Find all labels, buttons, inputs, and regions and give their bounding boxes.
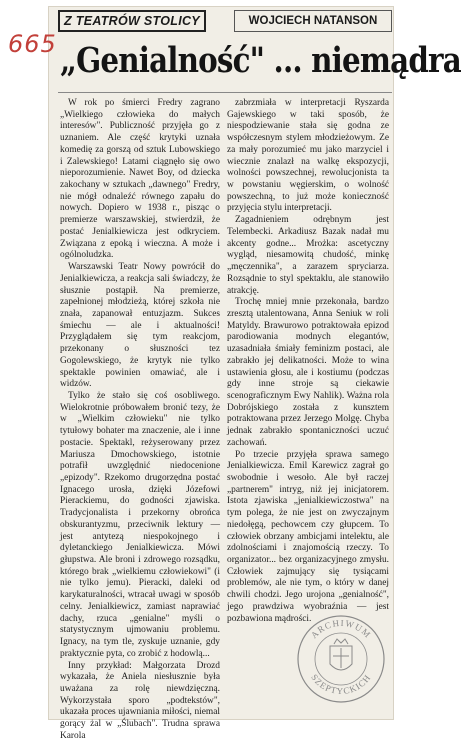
title-divider	[58, 92, 392, 93]
paragraph: W rok po śmierci Fredry zagrano „Wielkiego człowieka do małych interesów". Publiczność przyjęła go z uznaniem. Ale część krytyki uznała komedię za gorszą od sztuk Lubowskiego i Zalewskiego! Latami ciągnęło się owo nieporozumienie. Nawet Boy, od dziecka zakochany w sztukach „dawnego" Fredry, nie mógł odnaleźć równego zapału do nowych. Dopiero w 1938 r., pisząc o premierze warszawskiej, stwierdził, że postać Jenialkiewicza jest odkryciem. Związana z epoką i wieczna. A może i ogólnoludzka.	[60, 98, 220, 261]
paragraph: zabrzmiała w interpretacji Ryszarda Gajewskiego w taki sposób, że niespodziewanie stała się godna ze współczesnym stylem młodzieżowym. Ze za mały porozumieć mu jako marzyciel i wiecznie znalazł na walkę ekspozycji, wolności powszechnej, rewolucjonista ta w powstaniu węgierskim, o wolność powszechną, to już może konieczność przyjęcia stylu interpretacji.	[227, 98, 389, 214]
paragraph: Po trzecie przyjęła sprawa samego Jenialkiewicza. Emil Karewicz zagrał go swobodnie i wesoło. Ale był raczej „partnerem" intryg, niż jej inicjatorem. Istota zjawiska „jenialkiewiczostwa" na tym polega, że nie jest on zwyczajnym niedołęgą, pechowcem czy głupcem. To człowiek obrzany ambicjami intelektu, ale zdolnościami i znajomością rzeczy. To organizator... bez organizacyjnego zmysłu. Człowiek zajmujący się tysiącami problemów, ale nie tym, o który w danej chwili chodzi. Jego urojona „genialność", jego prawdziwa wyobraźnia — jest pozbawiona mądrości.	[227, 449, 389, 624]
stamp-ring-text-bottom: SZEPTYCKICH	[309, 672, 373, 697]
paragraph: Warszawski Teatr Nowy powrócił do Jenialkiewicza, a reakcja sali świadczy, że słusznie postąpił. Na premierze, zapełnionej młodzieżą, której szkoła nie znała, zapanował entuzjazm. Sukces śmiechu — ale i aktualności! Przyglądałem się tym reakcjom, przekonany o słuszności tez Gogolewskiego, że krytyk nie tylko spektakle powinien omawiać, ale i widzów.	[60, 262, 220, 390]
coat-of-arms-icon	[330, 639, 352, 670]
article-column-left	[60, 98, 220, 743]
paragraph: Tylko że stało się coś osobliwego. Wielokrotnie próbowałem bronić tezy, że w „Wielkim człowieku" nie tylko tytułowy bohater ma znaczenie, ale i inne postacie. Spektakl, reżyserowany przez Mariusza Dmochowskiego, istotnie potrafił uwzględnić niedocenione „epizody". Rzekomo drugorzędna postać Ignacego urosła, dzięki Józefowi Pierackiemu, do godności zjawiska. Tradycjonalista i przekorny obrońca obskurantyzmu, przeciwnik lektury — jest antytezą niespokojnego i dyletanckiego Jenialkiewicza. Mówi głupstwa. Ale broni i zdrowego rozsądku, którego brak „wielkiemu człowiekowi" (i nie tylko jemu). Pieracki, daleki od karykaturalności, wtracał uwagi w sposób celny. Jenialkiewicz, zamiast naprawiać dachy, rzuca „genialne" myśli o statystycznym ujmowaniu problemu. Ignacy, na tym tle, zyskuje uznanie, gdy praktycznie pyta, co zrobić z hodowlą...	[60, 390, 220, 659]
paragraph: Zagadnieniem odrębnym jest Telembecki. Arkadiusz Bazak nadał mu akcenty godne... Mrożka: ascetyczny wygląd, niesamowitą chudość, minkę „męczennika", a zarazem spryciarza. Rozsądnie to styl spektaklu, ale stanowiło atrakcję.	[227, 215, 389, 296]
article-column-right	[227, 98, 389, 625]
paragraph: Inny przykład: Małgorzata Drozd wykazała, że Aniela niesłusznie była uważana za rolę niewdzięczną. Wykorzystała sporo „podtekstów", ukazała proces ujawniania miłości, niemal gorący żal w „Ślubach". Trudna sprawa Karola	[60, 660, 220, 741]
archive-stamp	[296, 614, 386, 704]
handwritten-number: 665	[8, 30, 57, 58]
stamp-ring-text-top: ARCHIWUM	[308, 617, 374, 641]
article-title: „Genialność" ... niemądra	[60, 40, 461, 81]
paragraph: Trochę mniej mnie przekonała, bardzo zresztą utalentowana, Anna Seniuk w roli Matyldy. Brawurowo potraktowała epizod parodiowania modnych elegantów, uzasadniała śmiały feminizm postaci, ale zabrakło jej delikatności. Może to wina ustawienia głosu, ale i kostiumu (podczas gdy inne stroje są ciekawie scenograficznym Ewy Nahlik). Ważna rola Dobrójskiego została z kunsztem potraktowana przez Jerzego Molgę. Chyba jednak zabrakło spontaniczności uczuć zachowań.	[227, 297, 389, 448]
section-label: Z TEATRÓW STOLICY	[58, 10, 206, 32]
author-byline: WOJCIECH NATANSON	[234, 10, 392, 32]
